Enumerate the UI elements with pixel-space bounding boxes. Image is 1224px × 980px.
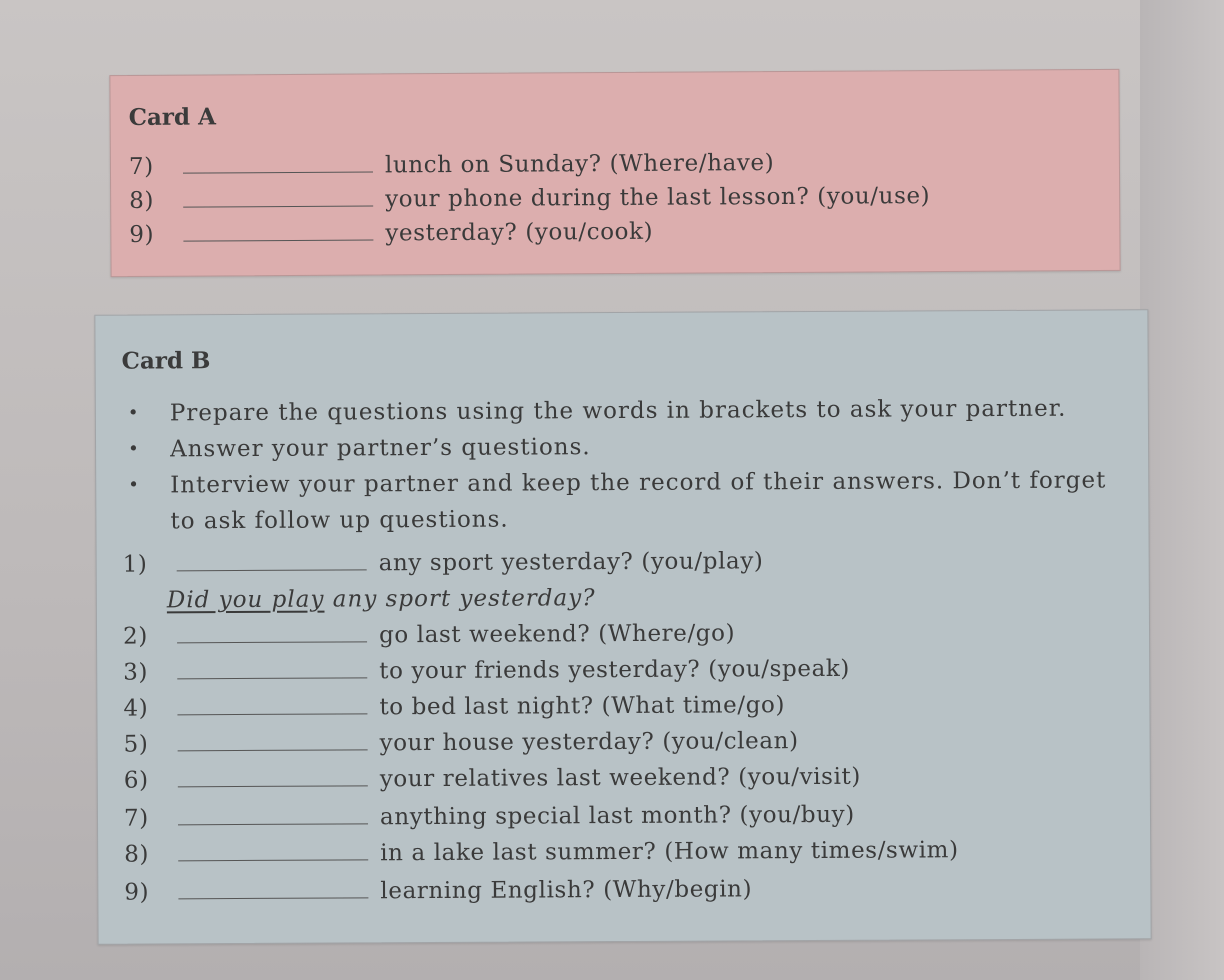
example-answer [167,585,596,613]
item-text: go last weekend? (Where/go) [378,620,736,649]
answer-blank [178,805,368,825]
answer-blank [178,767,368,787]
card-a [109,69,1120,277]
answer-blank [183,221,373,241]
item-text: learning English? (Why/begin) [380,876,753,905]
bullet-icon: • [127,402,140,424]
answer-blank [178,731,368,751]
example-answer-rest: any sport yesterday? [324,585,596,613]
answer-blank [178,879,368,899]
instruction-text: Interview your partner and keep the record of their answers. Don’t forget to ask follow up questions. [170,467,1107,535]
card-b-item-2 [123,620,735,649]
bullet-icon: • [128,474,140,496]
item-number: 7) [128,153,154,180]
card-a-item-9 [129,219,653,248]
item-number: 4) [123,695,149,722]
example-answer-verb: Did you play [166,586,325,614]
item-text: your phone during the last lesson? (you/use) [385,183,931,213]
item-number: 8) [124,841,150,868]
card-b-item-9 [124,876,752,905]
item-text: anything special last month? (you/buy) [379,801,855,831]
item-number: 9) [129,221,155,248]
instruction-text: Prepare the questions using the words in brackets to ask your partner. [169,395,1067,427]
card-b-item-8 [124,837,959,867]
card-a-item-7 [129,150,774,180]
card-b-item-4 [123,692,785,721]
card-b [94,309,1151,945]
item-text: any sport yesterday? (you/play) [378,548,764,577]
item-number: 5) [123,731,149,758]
answer-blank [177,695,367,715]
answer-blank [183,153,373,173]
item-number: 7) [123,805,149,832]
item-text: lunch on Sunday? (Where/have) [384,150,775,179]
answer-blank [178,841,368,861]
item-number: 3) [123,659,149,686]
item-text: your house yesterday? (you/clean) [379,728,799,757]
card-a-title: Card A [128,103,216,131]
instruction-item [126,390,1126,431]
answer-blank [183,187,373,207]
card-b-item-3 [123,656,850,686]
answer-blank [177,659,367,679]
item-text: yesterday? (you/cook) [385,218,654,247]
bullet-icon: • [128,438,140,460]
item-text: in a lake last summer? (How many times/swim) [380,837,959,867]
card-b-item-5 [124,728,799,758]
card-b-item-6 [124,764,861,794]
instruction-text: Answer your partner’s questions. [169,434,591,463]
card-b-item-1 [123,548,764,577]
card-b-title: Card B [121,347,211,375]
item-text: to bed last night? (What time/go) [379,692,786,721]
card-a-item-8 [129,183,930,214]
item-number: 9) [124,879,150,906]
item-number: 8) [129,187,155,214]
item-text: to your friends yesterday? (you/speak) [379,655,851,685]
item-text: your relatives last weekend? (you/visit) [379,763,861,793]
page-edge [1140,0,1224,980]
answer-blank [177,623,367,643]
card-b-item-7 [124,802,855,832]
instruction-list [126,390,1127,539]
item-number: 2) [122,623,148,650]
item-number: 6) [123,767,149,794]
answer-blank [177,551,367,571]
instruction-item [126,462,1126,539]
instruction-item [126,426,1126,467]
item-number: 1) [122,551,148,578]
